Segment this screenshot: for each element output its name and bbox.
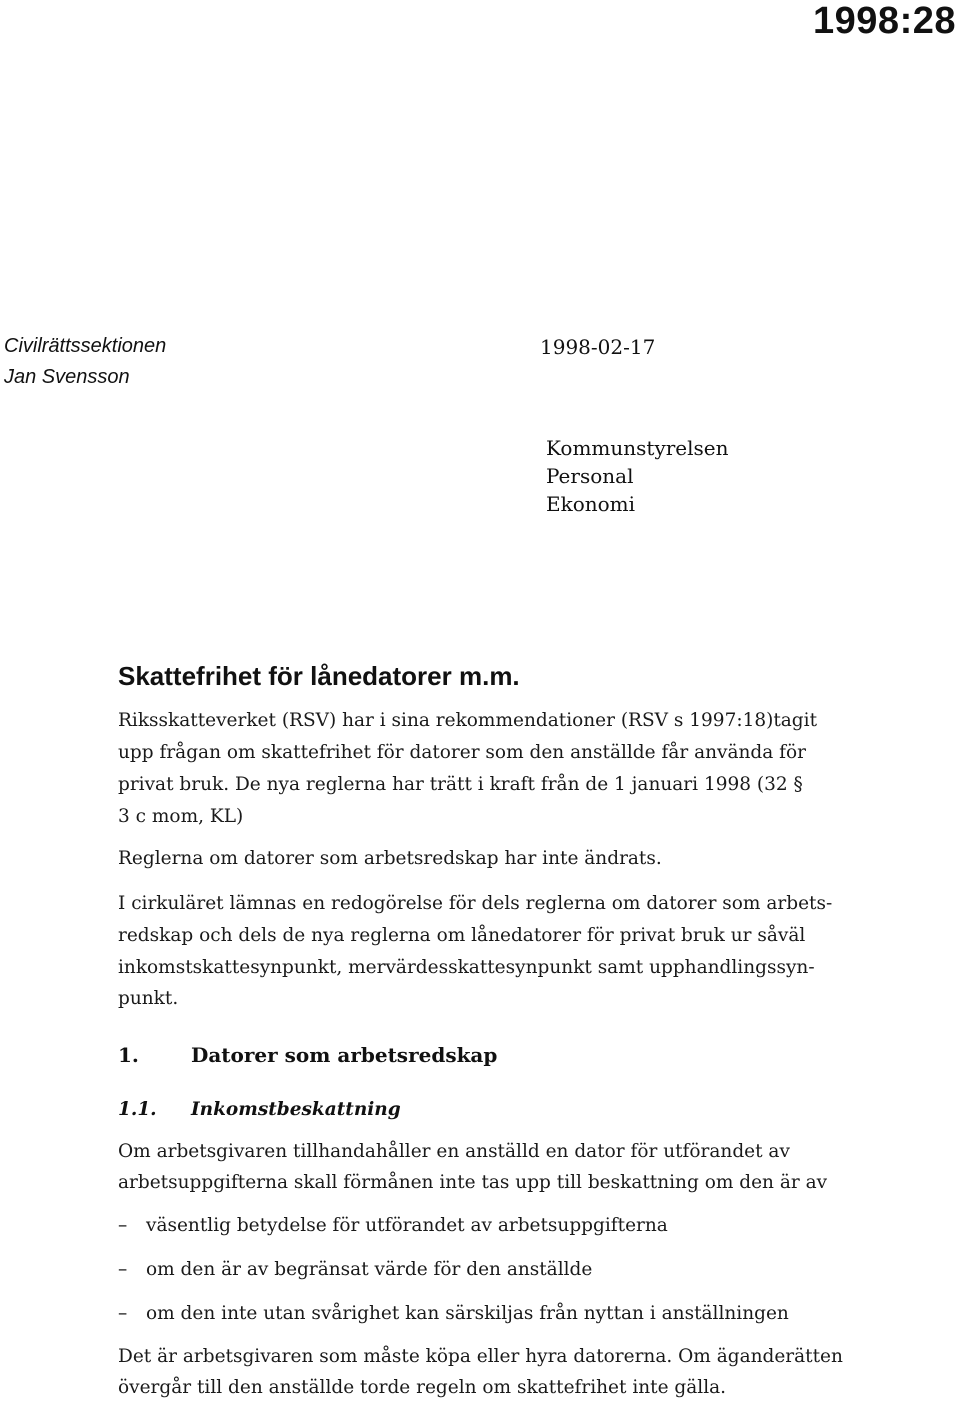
recipient-list (546, 434, 729, 518)
unchanged-rules-note: Reglerna om datorer som arbetsredskap har inte ändrats. (118, 848, 662, 869)
summary-line: punkt. (118, 988, 179, 1009)
intro-line: Riksskatteverket (RSV) har i sina rekommendationer (RSV s 1997:18)tagit (118, 710, 817, 731)
recipient: Kommunstyrelsen (546, 436, 729, 460)
section-1-1-number: 1.1. (118, 1099, 157, 1120)
section-1-number: 1. (118, 1043, 139, 1067)
section-1-title: Datorer som arbetsredskap (191, 1043, 498, 1067)
document-title: Skattefrihet för lånedatorer m.m. (118, 661, 520, 691)
section-1-1-title: Inkomstbeskattning (191, 1099, 401, 1120)
dash-bullet: – (118, 1303, 128, 1324)
recipient: Ekonomi (546, 492, 636, 516)
bullet-item: väsentlig betydelse för utförandet av arbetsuppgifterna (146, 1215, 668, 1236)
dash-bullet: – (118, 1215, 128, 1236)
summary-line: I cirkuläret lämnas en redogörelse för dels reglerna om datorer som arbets- (118, 893, 833, 914)
circular-number: 1998:28 (813, 0, 956, 42)
intro-line: 3 c mom, KL) (118, 806, 244, 827)
dash-bullet: – (118, 1259, 128, 1280)
intro-line: upp frågan om skattefrihet för datorer som den anställde får använda för (118, 742, 807, 763)
sender-name: Jan Svensson (4, 366, 130, 388)
intro-line: privat bruk. De nya reglerna har trätt i kraft från de 1 januari 1998 (32 § (118, 774, 803, 795)
summary-line: inkomstskattesynpunkt, mervärdesskattesynpunkt samt upphandlingssyn- (118, 957, 815, 978)
bullet-item: om den är av begränsat värde för den anställde (146, 1259, 593, 1280)
summary-line: redskap och dels de nya reglerna om lånedatorer för privat bruk ur såväl (118, 925, 806, 946)
letter-date: 1998-02-17 (540, 335, 656, 359)
body-line: arbetsuppgifterna skall förmånen inte tas upp till beskattning om den är av (118, 1172, 828, 1193)
body-line: Om arbetsgivaren tillhandahåller en anställd en dator för utförandet av (118, 1141, 790, 1162)
recipient: Personal (546, 464, 634, 488)
sender-unit: Civilrättssektionen (4, 335, 167, 357)
bullet-item: om den inte utan svårighet kan särskiljas från nyttan i anställningen (146, 1303, 789, 1324)
closing-line: övergår till den anställde torde regeln om skattefrihet inte gälla. (118, 1377, 727, 1398)
closing-line: Det är arbetsgivaren som måste köpa eller hyra datorerna. Om äganderätten (118, 1346, 843, 1367)
